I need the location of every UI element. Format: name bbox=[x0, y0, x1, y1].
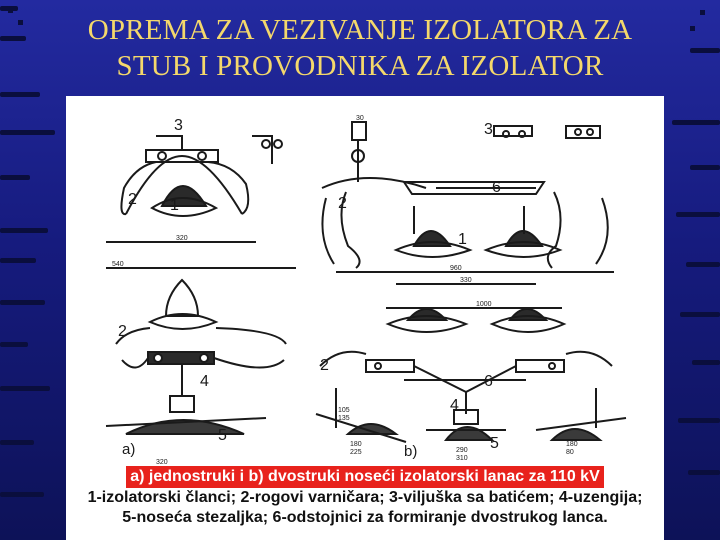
callout-2-right-top: 2 bbox=[338, 195, 347, 212]
label-a: a) bbox=[122, 441, 136, 458]
dim-80: 80 bbox=[566, 449, 574, 456]
caption-highlight: a) jednostruki i b) dvostruki noseći izolatorski lanac za 110 kV bbox=[126, 466, 604, 488]
callout-2-left-top: 2 bbox=[128, 191, 137, 208]
callout-5-left: 5 bbox=[218, 427, 227, 444]
dim-225: 225 bbox=[350, 449, 362, 456]
dim-310: 310 bbox=[456, 455, 468, 462]
dim-1000: 1000 bbox=[476, 301, 492, 308]
callout-3-right: 3 bbox=[484, 121, 493, 138]
dim-180: 180 bbox=[350, 441, 362, 448]
caption-line-3: 5-noseća stezaljka; 6-odstojnici za formiranje dvostrukog lanca. bbox=[122, 509, 608, 526]
callout-6-right-bottom: 6 bbox=[484, 373, 493, 390]
callout-1-left: 1 bbox=[170, 197, 179, 214]
dim-290: 290 bbox=[456, 447, 468, 454]
dim-105: 105 bbox=[338, 407, 350, 414]
dim-960: 960 bbox=[450, 265, 462, 272]
callout-4-left: 4 bbox=[200, 373, 209, 390]
caption-line-2: 1-izolatorski članci; 2-rogovi varničara; 3-viljuška sa batićem; 4-uzengija; bbox=[87, 489, 643, 506]
insulator-drawing bbox=[66, 96, 664, 466]
callout-5-right: 5 bbox=[490, 435, 499, 452]
title-line-2: STUB I PROVODNIKA ZA IZOLATOR bbox=[116, 50, 604, 82]
callout-1-right: 1 bbox=[458, 231, 467, 248]
callout-4-right: 4 bbox=[450, 397, 459, 414]
dim-320-bottom: 320 bbox=[156, 459, 168, 466]
callout-2-right-bottom: 2 bbox=[320, 357, 329, 374]
callout-6-right-top: 6 bbox=[492, 179, 501, 196]
slide-title bbox=[0, 12, 720, 84]
dim-135: 135 bbox=[338, 415, 350, 422]
dim-320: 320 bbox=[176, 235, 188, 242]
dim-180-right: 180 bbox=[566, 441, 578, 448]
title-line-1: OPREMA ZA VEZIVANJE IZOLATORA ZA bbox=[87, 14, 633, 46]
dim-330: 330 bbox=[460, 277, 472, 284]
dim-30: 30 bbox=[356, 115, 364, 122]
dim-540: 540 bbox=[112, 261, 124, 268]
callout-3-left: 3 bbox=[174, 117, 183, 134]
callout-2-left-bottom: 2 bbox=[118, 323, 127, 340]
label-b: b) bbox=[404, 443, 418, 460]
figure-caption bbox=[66, 466, 664, 528]
insulator-figure bbox=[66, 96, 664, 540]
